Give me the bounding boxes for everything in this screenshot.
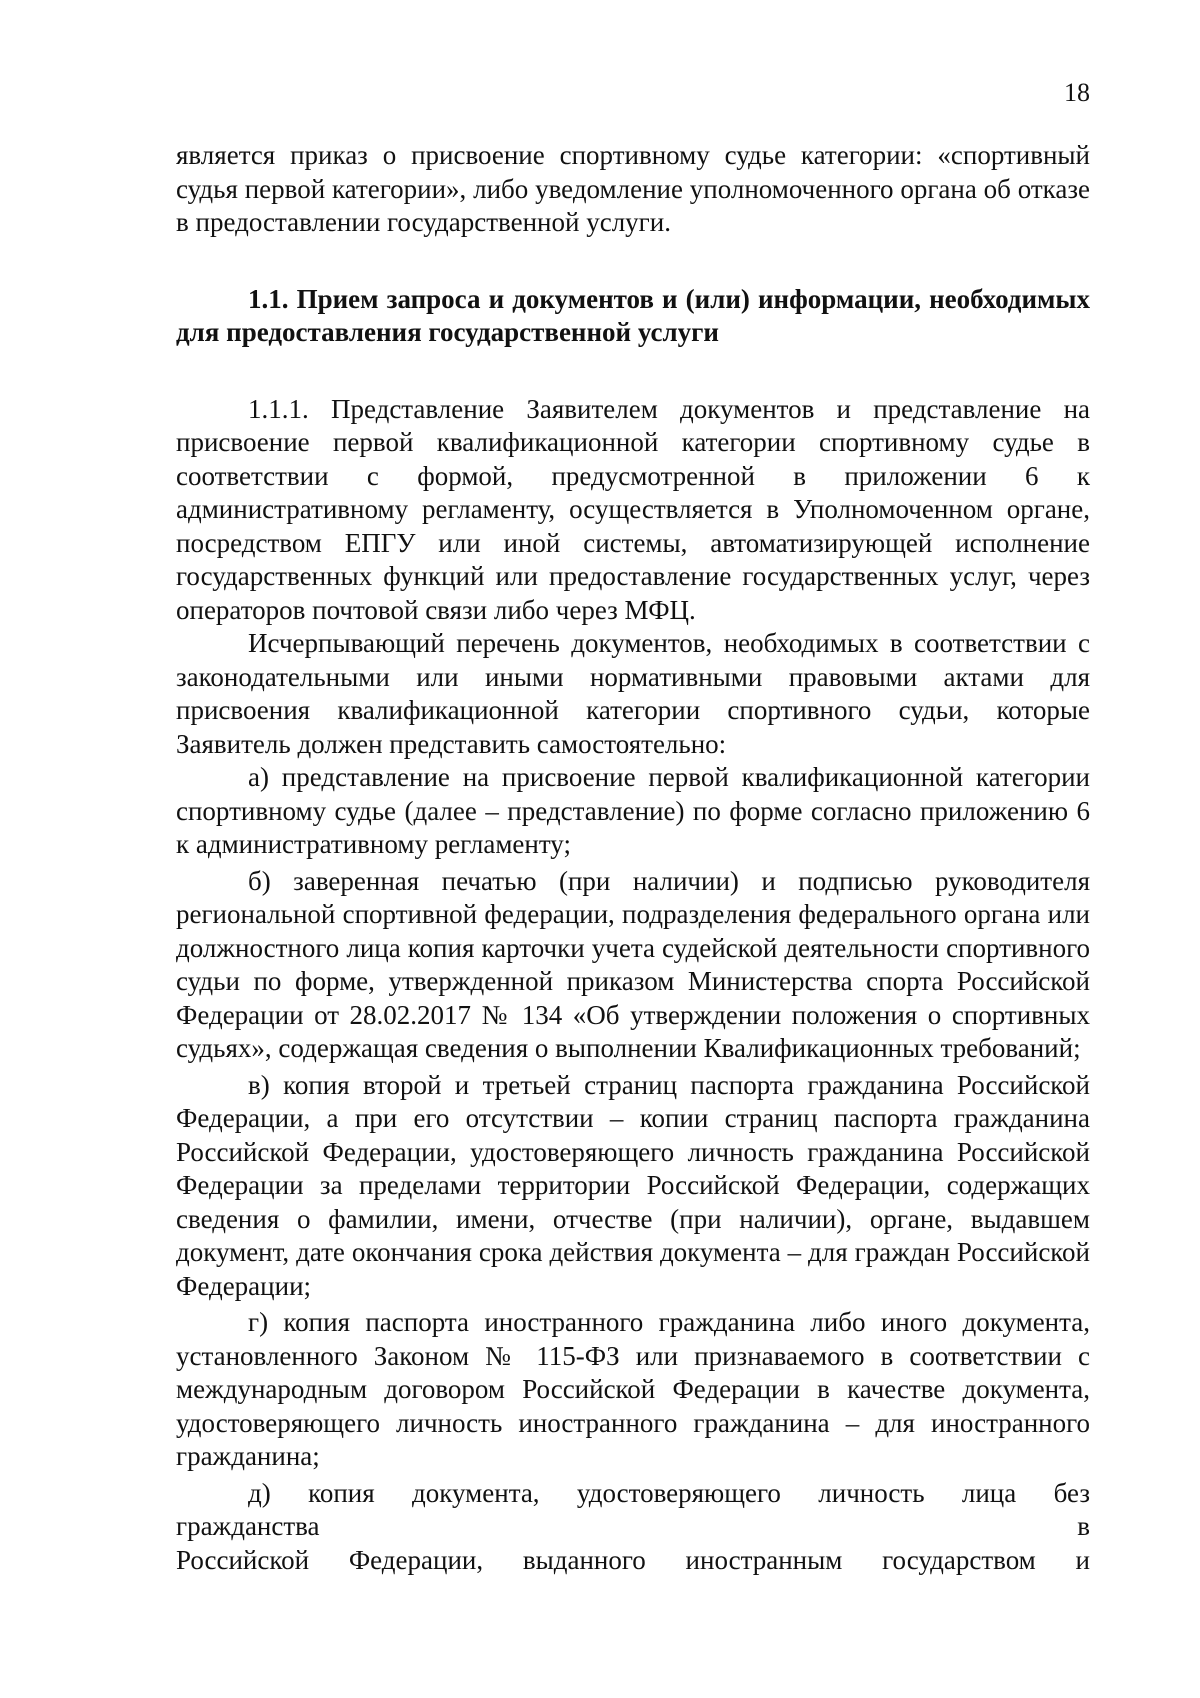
list-item-b: б) заверенная печатью (при наличии) и подписью руководителя региональной спортивной федерации, подразделения федерального органа или должностного лица копия карточки учета судейской деятельности спортивного судьи по форме, утвержденной приказом Министерства спорта Российской Федерации от 28.02.2017 № 134 «Об утверждении положения о спортивных судьях», содержащая сведения о выполнении Квалификационных требований; — [176, 865, 1090, 1063]
list-item-g: г) копия паспорта иностранного гражданина либо иного документа, установленного Законом № 115-ФЗ или признаваемого в соответствии с международным договором Российской Федерации в качестве документа, удостоверяющего личность иностранного гражданина – для иностранного гражданина; — [176, 1307, 1090, 1471]
list-item-a: а) представление на присвоение первой квалификационной категории спортивному судье (далее – представление) по форме согласно приложению 6 к административному регламенту; — [176, 762, 1090, 859]
paragraph-exhaustive-list: Исчерпывающий перечень документов, необходимых в соответствии с законодательными или иными нормативными правовыми актами для присвоения квалификационной категории спортивного судьи, которые Заявитель должен представить самостоятельно: — [176, 628, 1090, 759]
list-item-d — [176, 1477, 1090, 1578]
paragraph-1-1-1: 1.1.1. Представление Заявителем документов и представление на присвоение первой квалификационной категории спортивному судье в соответствии с формой, предусмотренной в приложении 6 к административному регламенту, осуществляется в Уполномоченном органе, посредством ЕПГУ или иной системы, автоматизирующей исполнение государственных функций или предоставление государственных услуг, через операторов почтовой связи либо через МФЦ. — [176, 393, 1090, 625]
list-item-d-line-2: гражданства в — [176, 1511, 1090, 1541]
intro-paragraph: является приказ о присвоение спортивному судье категории: «спортивный судья первой категории», либо уведомление уполномоченного органа об отказе в предоставлении государственной услуги. — [176, 140, 1090, 237]
list-item-d-line-3: Российской Федерации, выданного иностранным государством и — [176, 1544, 1090, 1575]
page-number: 18 — [1064, 78, 1090, 107]
list-item-v: в) копия второй и третьей страниц паспорта гражданина Российской Федерации, а при его отсутствии – копии страниц паспорта гражданина Российской Федерации, удостоверяющего личность гражданина Российской Федерации за пределами территории Российской Федерации, содержащих сведения о фамилии, имени, отчестве (при наличии), органе, выдавшем документ, дате окончания срока действия документа – для граждан Российской Федерации; — [176, 1069, 1090, 1301]
section-heading: 1.1. Прием запроса и документов и (или) информации, необходимых для предоставления государственной услуги — [176, 283, 1090, 347]
list-item-d-line-1: д) копия документа, удостоверяющего личность лица без — [248, 1477, 1090, 1508]
document-body — [176, 139, 1090, 1577]
